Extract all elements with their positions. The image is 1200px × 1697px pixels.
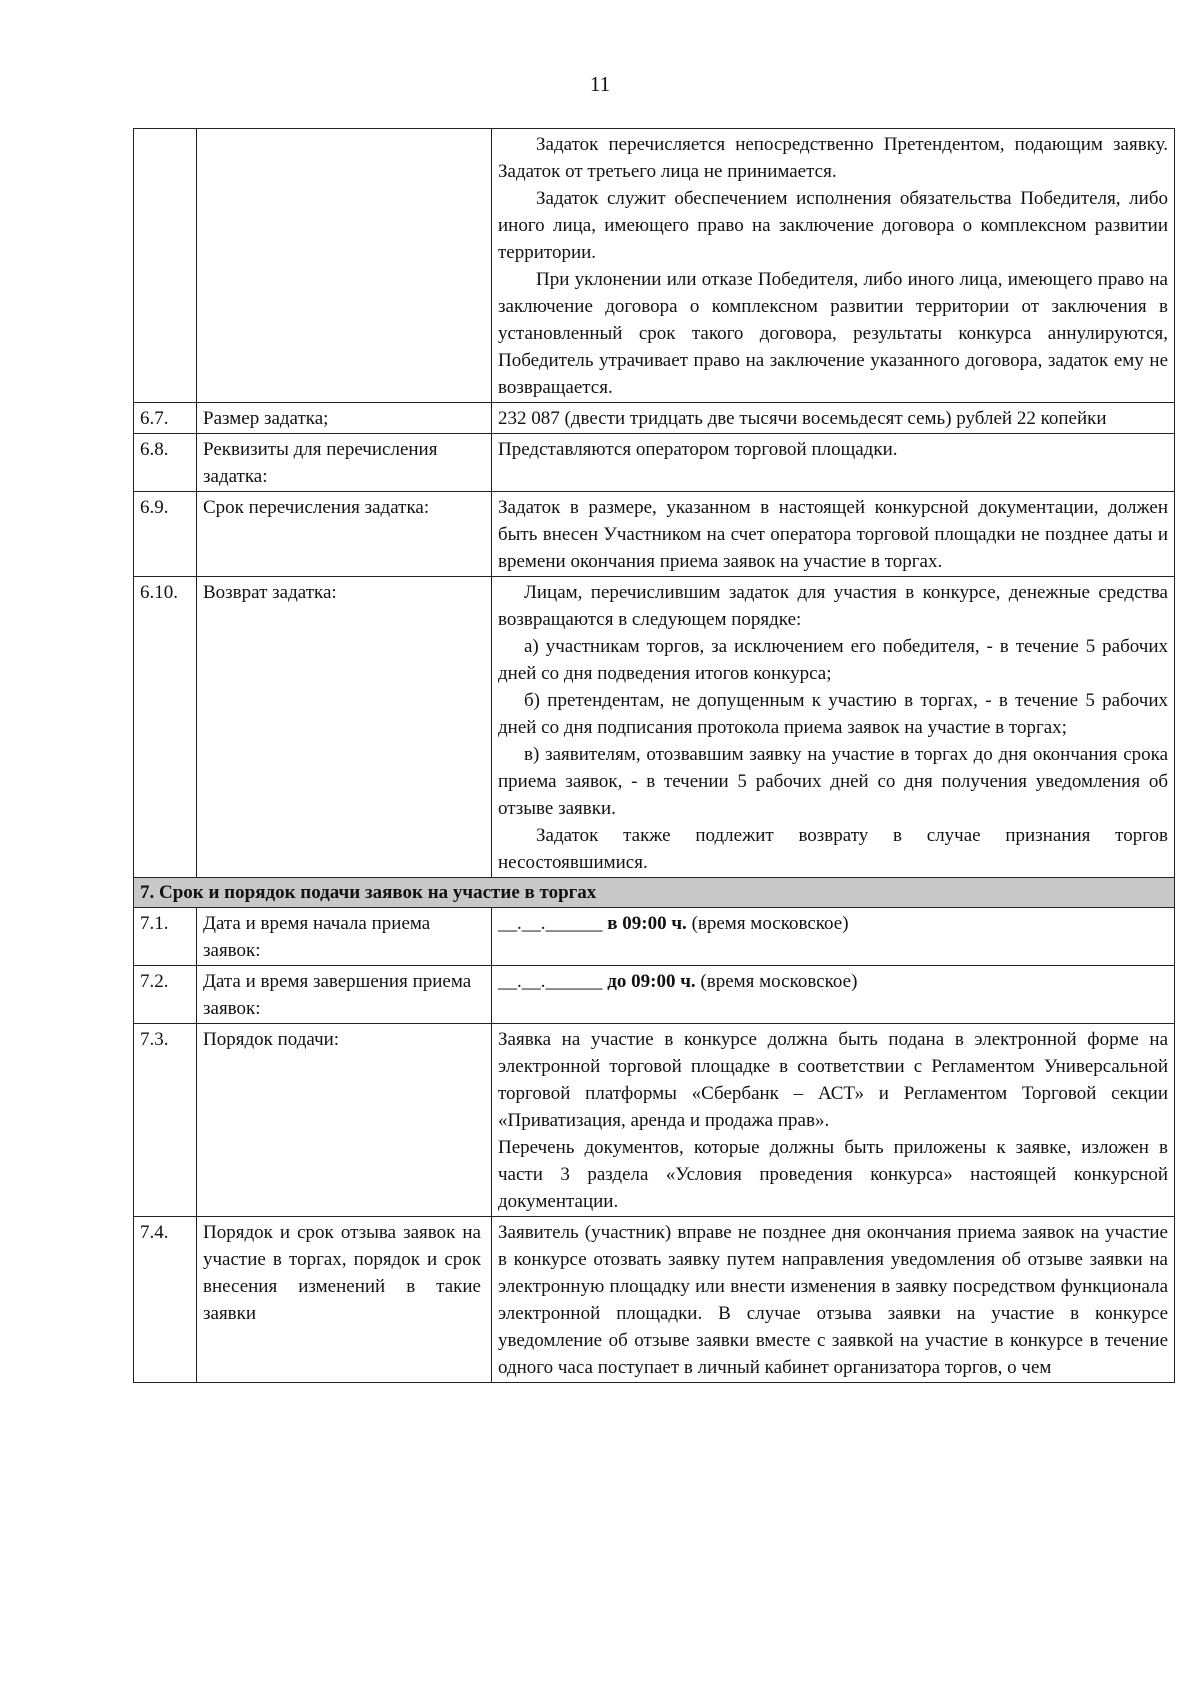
- row-label: Реквизиты для перечисления задатка:: [197, 434, 492, 492]
- row-number: 7.3.: [134, 1024, 197, 1217]
- row-content: [492, 129, 1175, 403]
- paragraph: Представляются оператором торговой площадки.: [498, 439, 898, 460]
- document-table: [133, 128, 1175, 1383]
- row-content: [492, 1024, 1175, 1217]
- table-row: [134, 966, 1175, 1024]
- paragraph: Задаток служит обеспечением исполнения обязательства Победителя, либо иного лица, имеющего право на заключение договора о комплексном развитии территории.: [498, 188, 1168, 263]
- time-value: в 09:00 ч.: [607, 913, 687, 934]
- paragraph: При уклонении или отказе Победителя, либо иного лица, имеющего право на заключение договора о комплексном развитии территории от заключения в установленный срок такого договора, результаты конкурса аннулируются, Победитель утрачивает право на заключение указанного договора, задаток ему не возвращается.: [498, 269, 1168, 398]
- time-value: до 09:00 ч.: [607, 971, 696, 992]
- paragraph: Лицам, перечислившим задаток для участия в конкурсе, денежные средства возвращаются в следующем порядке:: [498, 582, 1168, 630]
- time-note: (время московское): [700, 971, 858, 992]
- paragraph: Заявка на участие в конкурсе должна быть подана в электронной форме на электронной торговой площадке в соответствии с Регламентом Универсальной торговой платформы «Сбербанк – АСТ» и Регламентом Торговой секции «Приватизация, аренда и продажа прав».: [498, 1029, 1168, 1131]
- paragraph: Задаток перечисляется непосредственно Претендентом, подающим заявку. Задаток от третьего лица не принимается.: [498, 134, 1168, 182]
- row-content: [492, 577, 1175, 878]
- row-label: Размер задатка;: [197, 403, 492, 434]
- paragraph: Задаток также подлежит возврату в случае признания торгов несостоявшимися.: [498, 825, 1168, 873]
- row-label: [197, 129, 492, 403]
- row-label: Дата и время начала приема заявок:: [197, 908, 492, 966]
- paragraph: в) заявителям, отозвавшим заявку на участие в торгах до дня окончания срока приема заявок, - в течении 5 рабочих дней со дня получения уведомления об отзыве заявки.: [498, 744, 1168, 819]
- row-number: 6.9.: [134, 492, 197, 577]
- paragraph: Задаток в размере, указанном в настоящей конкурсной документации, должен быть внесен Участником на счет оператора торговой площадки не позднее даты и времени окончания приема заявок на участие в торгах.: [498, 497, 1168, 572]
- time-note: (время московское): [691, 913, 849, 934]
- row-label: Порядок подачи:: [197, 1024, 492, 1217]
- row-number: 7.2.: [134, 966, 197, 1024]
- date-blank: __.__.______: [498, 913, 603, 934]
- section-title: 7. Срок и порядок подачи заявок на участие в торгах: [134, 878, 1175, 908]
- page-number: 11: [589, 72, 611, 96]
- table-row: [134, 908, 1175, 966]
- paragraph: б) претендентам, не допущенным к участию в торгах, - в течение 5 рабочих дней со дня подписания протокола приема заявок на участие в торгах;: [498, 690, 1168, 738]
- row-label: Дата и время завершения приема заявок:: [197, 966, 492, 1024]
- section-heading-row: [134, 878, 1175, 908]
- row-number: 6.10.: [134, 577, 197, 878]
- row-number: 7.1.: [134, 908, 197, 966]
- paragraph: Перечень документов, которые должны быть приложены к заявке, изложен в части 3 раздела «Условия проведения конкурса» настоящей конкурсной документации.: [498, 1137, 1168, 1212]
- row-content: [492, 434, 1175, 492]
- row-label: Срок перечисления задатка:: [197, 492, 492, 577]
- row-content: [492, 403, 1175, 434]
- row-content: [492, 492, 1175, 577]
- row-content: [492, 966, 1175, 1024]
- table-row: [134, 129, 1175, 403]
- table-row: [134, 577, 1175, 878]
- table-row: [134, 1217, 1175, 1383]
- row-number: 6.7.: [134, 403, 197, 434]
- row-label: Возврат задатка:: [197, 577, 492, 878]
- row-content: [492, 908, 1175, 966]
- row-content: [492, 1217, 1175, 1383]
- row-number: 7.4.: [134, 1217, 197, 1383]
- row-number: [134, 129, 197, 403]
- table-row: [134, 492, 1175, 577]
- row-number: 6.8.: [134, 434, 197, 492]
- paragraph: а) участникам торгов, за исключением его победителя, - в течение 5 рабочих дней со дня подведения итогов конкурса;: [498, 636, 1168, 684]
- table-row: [134, 434, 1175, 492]
- paragraph: 232 087 (двести тридцать две тысячи восемьдесят семь) рублей 22 копейки: [498, 408, 1107, 429]
- paragraph: Заявитель (участник) вправе не позднее дня окончания приема заявок на участие в конкурсе отозвать заявку путем направления уведомления об отзыве заявки на электронную площадку или внести изменения в заявку посредством функционала электронной площадки. В случае отзыва заявки на участие в конкурсе уведомление об отзыве заявки вместе с заявкой на участие в конкурсе в течение одного часа поступает в личный кабинет организатора торгов, о чем: [498, 1222, 1168, 1378]
- table-row: [134, 403, 1175, 434]
- row-label: Порядок и срок отзыва заявок на участие в торгах, порядок и срок внесения изменений в такие заявки: [197, 1217, 492, 1383]
- date-blank: __.__.______: [498, 971, 603, 992]
- table-row: [134, 1024, 1175, 1217]
